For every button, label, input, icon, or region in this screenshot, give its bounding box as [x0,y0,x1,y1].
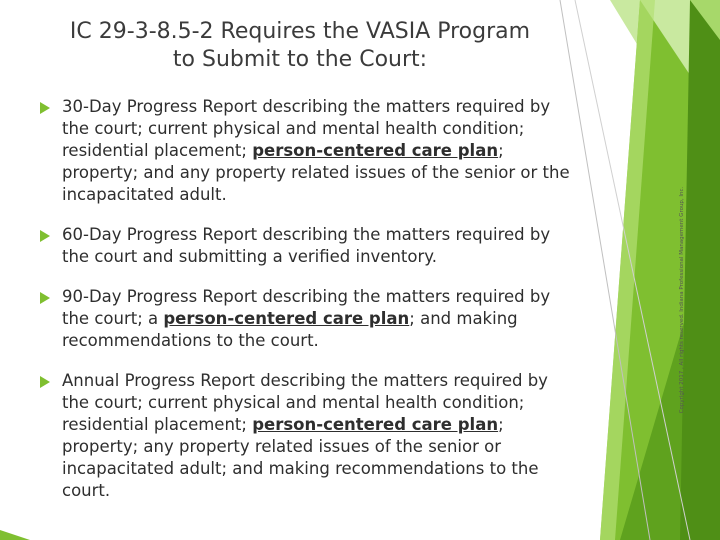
bullet-90-day [40,286,570,352]
bullet-underlined-text: person-centered care plan [163,309,410,328]
bullet-text: Annual Progress Report describing the matters required by the court; current physical and mental health condition; residential placement; [62,371,548,434]
slide-title [40,18,560,74]
bullet-text: ; and making recommendations to the court. [62,309,518,350]
title-line-2: to Submit to the Court: [172,47,428,72]
bullet-list [40,96,570,502]
bullet-text: 60-Day Progress Report describing the matters required by the court and submitting a verified inventory. [62,225,551,266]
bullet-text: ; property; and any property related issues of the senior or the incapacitated adult. [62,141,570,204]
title-line-1: IC 29-3-8.5-2 Requires the VASIA Program [69,19,531,44]
bullet-underlined-text: person-centered care plan [252,415,499,434]
bullet-annual [40,370,570,502]
copyright-notice: Copyright 2017 , All rights reserved. Indiana Professional Management Group, Inc. [679,186,685,414]
bullet-60-day [40,224,570,268]
bullet-text: ; property; any property related issues of the senior or incapacitated adult; and making recommendations to the court. [62,415,539,500]
bullet-underlined-text: person-centered care plan [252,141,499,160]
triangle-bullet-icon [40,292,50,304]
bullet-text: 30-Day Progress Report describing the matters required by the court; current physical and mental health condition; residential placement; [62,97,551,160]
bullet-30-day [40,96,570,206]
bullet-text: 90-Day Progress Report describing the matters required by the court; a [62,287,551,328]
triangle-bullet-icon [40,102,50,114]
triangle-bullet-icon [40,230,50,242]
triangle-bullet-icon [40,376,50,388]
